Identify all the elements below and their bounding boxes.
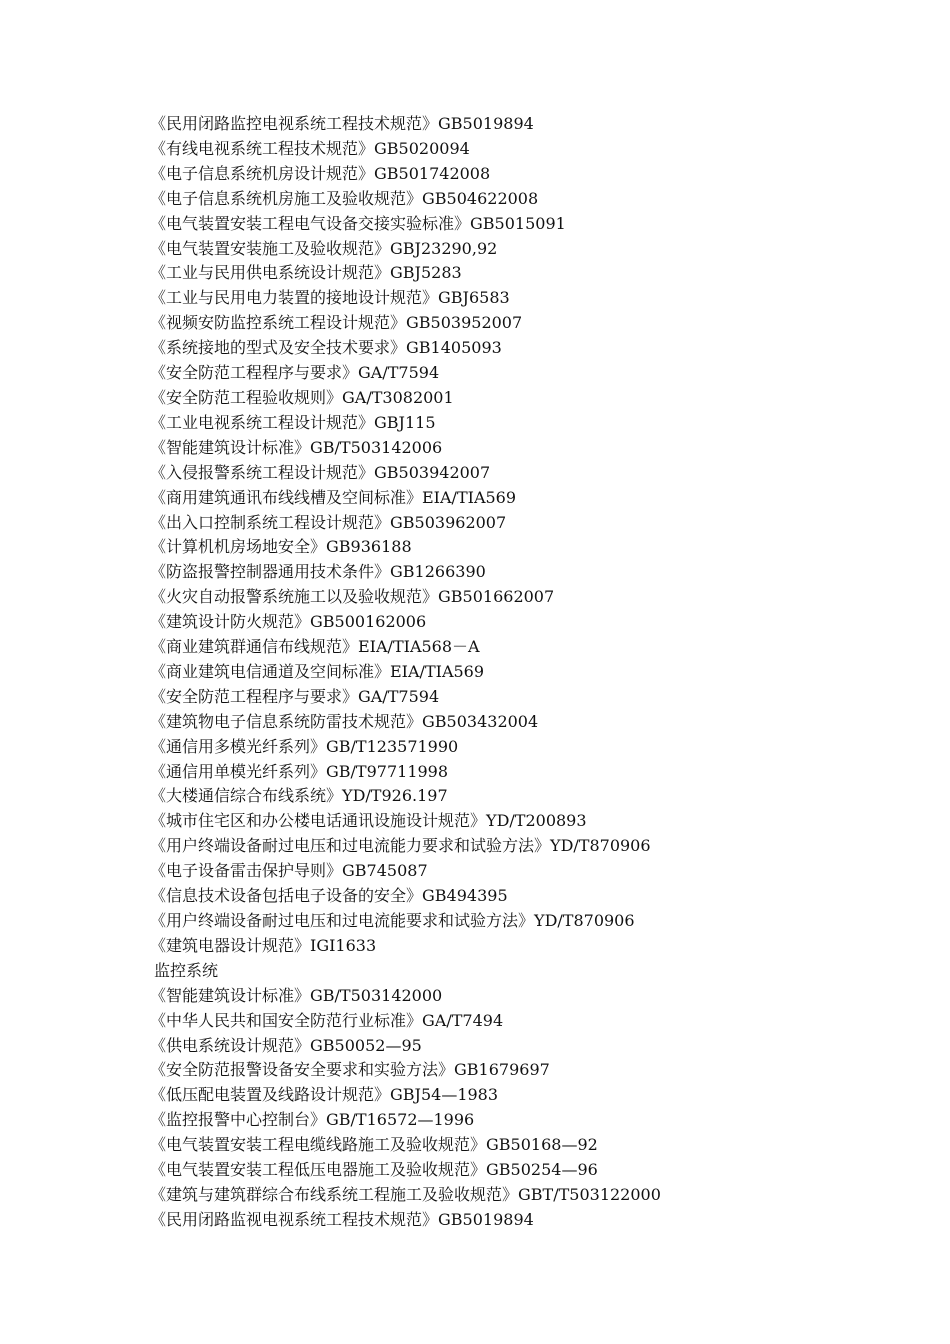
standard-item: 《电子信息系统机房施工及验收规范》GB504622008 bbox=[150, 188, 539, 208]
standard-item: 《城市住宅区和办公楼电话通讯设施设计规范》YD/T200893 bbox=[150, 811, 587, 831]
standard-item: 《用户终端设备耐过电压和过电流能要求和试验方法》YD/T870906 bbox=[150, 911, 635, 930]
standard-item: 《建筑设计防火规范》GB500162006 bbox=[150, 612, 427, 632]
standard-item: 《火灾自动报警系统施工以及验收规范》GB501662007 bbox=[150, 587, 555, 607]
standard-item: 《商用建筑通讯布线线槽及空间标准》EIA/TIA569 bbox=[150, 487, 517, 507]
standard-item: 《建筑与建筑群综合布线系统工程施工及验收规范》GBT/T503122000 bbox=[150, 1184, 661, 1204]
standard-item: 《安全防范工程程序与要求》GA/T7594 bbox=[150, 686, 440, 706]
standard-item: 《民用闭路监控电视系统工程技术规范》GB5019894 bbox=[150, 114, 534, 133]
standard-item: 《建筑电器设计规范》IGI1633 bbox=[150, 935, 377, 955]
standards-list bbox=[150, 112, 890, 1233]
standard-item: 《商业建筑群通信布线规范》EIA/TIA568－A bbox=[150, 637, 480, 657]
standard-item: 《电子设备雷击保护导则》GB745087 bbox=[150, 861, 428, 881]
standard-item: 《安全防范报警设备安全要求和实验方法》GB1679697 bbox=[150, 1060, 550, 1080]
standard-item: 《大楼通信综合布线系统》YD/T926.197 bbox=[150, 786, 448, 806]
standard-item: 《有线电视系统工程技术规范》GB5020094 bbox=[150, 138, 470, 158]
standard-item: 《工业电视系统工程设计规范》GBJ115 bbox=[150, 412, 436, 432]
standard-item: 《监控报警中心控制台》GB/T16572—1996 bbox=[150, 1110, 475, 1130]
standard-item: 《电气装置安装工程电气设备交接实验标准》GB5015091 bbox=[150, 213, 566, 233]
standard-item: 《电气装置安装工程电缆线路施工及验收规范》GB50168—92 bbox=[150, 1135, 598, 1155]
standard-item: 《视频安防监控系统工程设计规范》GB503952007 bbox=[150, 313, 523, 333]
standard-item: 《电子信息系统机房设计规范》GB501742008 bbox=[150, 163, 491, 183]
standard-item: 《工业与民用供电系统设计规范》GBJ5283 bbox=[150, 263, 462, 283]
standard-item: 《中华人民共和国安全防范行业标准》GA/T7494 bbox=[150, 1010, 504, 1030]
section-heading: 监控系统 bbox=[154, 960, 219, 980]
standard-item: 《商业建筑电信通道及空间标准》EIA/TIA569 bbox=[150, 661, 485, 681]
standard-item: 《系统接地的型式及安全技术要求》GB1405093 bbox=[150, 338, 502, 358]
standard-item: 《智能建筑设计标准》GB/T503142000 bbox=[150, 985, 443, 1005]
standard-item: 《工业与民用电力装置的接地设计规范》GBJ6583 bbox=[150, 288, 510, 308]
standard-item: 《低压配电装置及线路设计规范》GBJ54—1983 bbox=[150, 1085, 499, 1105]
standard-item: 《计算机机房场地安全》GB936188 bbox=[150, 537, 412, 557]
standard-item: 《建筑物电子信息系统防雷技术规范》GB503432004 bbox=[150, 711, 539, 731]
standard-item: 《入侵报警系统工程设计规范》GB503942007 bbox=[150, 462, 491, 482]
standard-item: 《安全防范工程程序与要求》GA/T7594 bbox=[150, 363, 440, 383]
standard-item: 《电气装置安装施工及验收规范》GBJ23290,92 bbox=[150, 238, 498, 258]
standard-item: 《供电系统设计规范》GB50052—95 bbox=[150, 1035, 422, 1055]
standard-item: 《防盗报警控制器通用技术条件》GB1266390 bbox=[150, 562, 486, 582]
standard-item: 《通信用多模光纤系列》GB/T123571990 bbox=[150, 736, 459, 756]
standard-item: 《信息技术设备包括电子设备的安全》GB494395 bbox=[150, 886, 508, 906]
standard-item: 《出入口控制系统工程设计规范》GB503962007 bbox=[150, 512, 507, 532]
standard-item: 《民用闭路监视电视系统工程技术规范》GB5019894 bbox=[150, 1209, 534, 1229]
standard-item: 《通信用单模光纤系列》GB/T97711998 bbox=[150, 761, 449, 781]
standard-item: 《智能建筑设计标准》GB/T503142006 bbox=[150, 437, 443, 457]
standard-item: 《安全防范工程验收规则》GA/T3082001 bbox=[150, 387, 454, 407]
standard-item: 《用户终端设备耐过电压和过电流能力要求和试验方法》YD/T870906 bbox=[150, 836, 651, 856]
standard-item: 《电气装置安装工程低压电器施工及验收规范》GB50254—96 bbox=[150, 1160, 598, 1180]
